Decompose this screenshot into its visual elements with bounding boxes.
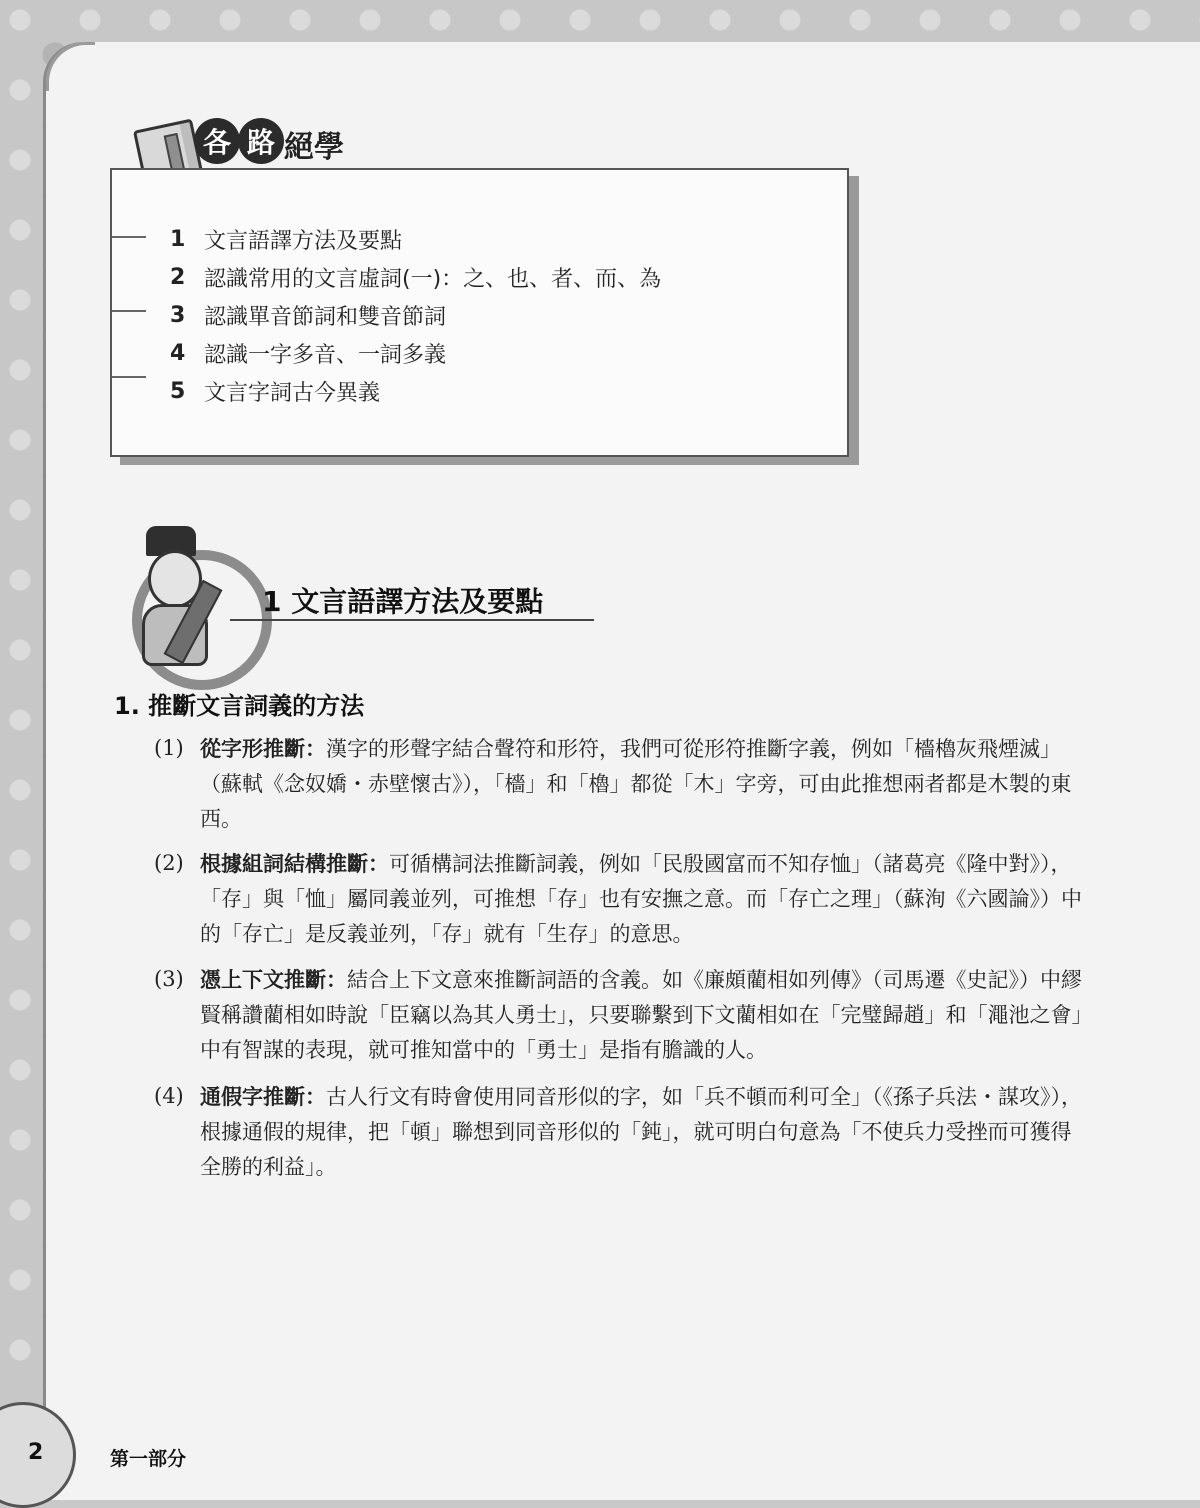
toc-item: 4 認識一字多音、一詞多義	[170, 340, 447, 368]
toc-item: 1 文言語譯方法及要點	[170, 226, 403, 254]
toc-item: 5 文言字詞古今異義	[170, 378, 381, 406]
header-badge-2: 路	[238, 118, 284, 164]
item-lead: 從字形推斷：	[200, 736, 326, 761]
toc-list	[170, 220, 661, 410]
item-number: (3)	[154, 967, 184, 991]
item-lead: 憑上下文推斷：	[200, 967, 347, 992]
item-number: (1)	[154, 736, 184, 760]
method-item	[154, 731, 1092, 837]
part-label: 第一部分	[110, 1448, 187, 1470]
item-text: 漢字的形聲字結合聲符和形符，我們可從形符推斷字義，例如「檣櫓灰飛煙滅」（蘇軾《念奴嬌・赤壁懷古》），「檣」和「櫓」都從「木」字旁，可由此推想兩者都是木製的東西。	[200, 737, 1072, 831]
method-item	[154, 1079, 1092, 1185]
scholar-illustration	[112, 520, 252, 670]
toc-box	[110, 168, 849, 457]
subheading: 1. 推斷文言詞義的方法	[114, 692, 365, 720]
toc-item: 3 認識單音節詞和雙音節詞	[170, 302, 447, 330]
item-lead: 通假字推斷：	[200, 1084, 326, 1109]
item-number: (4)	[154, 1084, 184, 1108]
section-title: 1 文言語譯方法及要點	[262, 585, 544, 618]
page-number: 2	[28, 1440, 44, 1465]
item-number: (2)	[154, 851, 184, 875]
section-underline	[230, 619, 594, 621]
header-badge-1: 各	[194, 118, 240, 164]
method-item	[154, 962, 1092, 1068]
item-text: 可循構詞法推斷詞義，例如「民殷國富而不知存恤」（諸葛亮《隆中對》），「存」與「恤」屬同義並列，可推想「存」也有安撫之意。而「存亡之理」（蘇洵《六國論》）中的「存亡」是反義並列，「存」就有「生存」的意思。	[200, 852, 1082, 946]
item-lead: 根據組詞結構推斷：	[200, 851, 389, 876]
header-title: 絕學	[284, 130, 344, 165]
method-item	[154, 846, 1092, 952]
item-text: 古人行文有時會使用同音形似的字，如「兵不頓而利可全」（《孫子兵法・謀攻》），根據通假的規律，把「頓」聯想到同音形似的「鈍」，就可明白句意為「不使兵力受挫而可獲得全勝的利益」。	[200, 1085, 1082, 1179]
toc-item: 2 認識常用的文言虛詞(一)：之、也、者、而、為	[170, 264, 662, 292]
item-text: 結合上下文意來推斷詞語的含義。如《廉頗藺相如列傳》（司馬遷《史記》）中繆賢稱讚藺相如時說「臣竊以為其人勇士」，只要聯繫到下文藺相如在「完璧歸趙」和「澠池之會」中有智謀的表現，就可推知當中的「勇士」是指有膽識的人。	[200, 968, 1082, 1062]
